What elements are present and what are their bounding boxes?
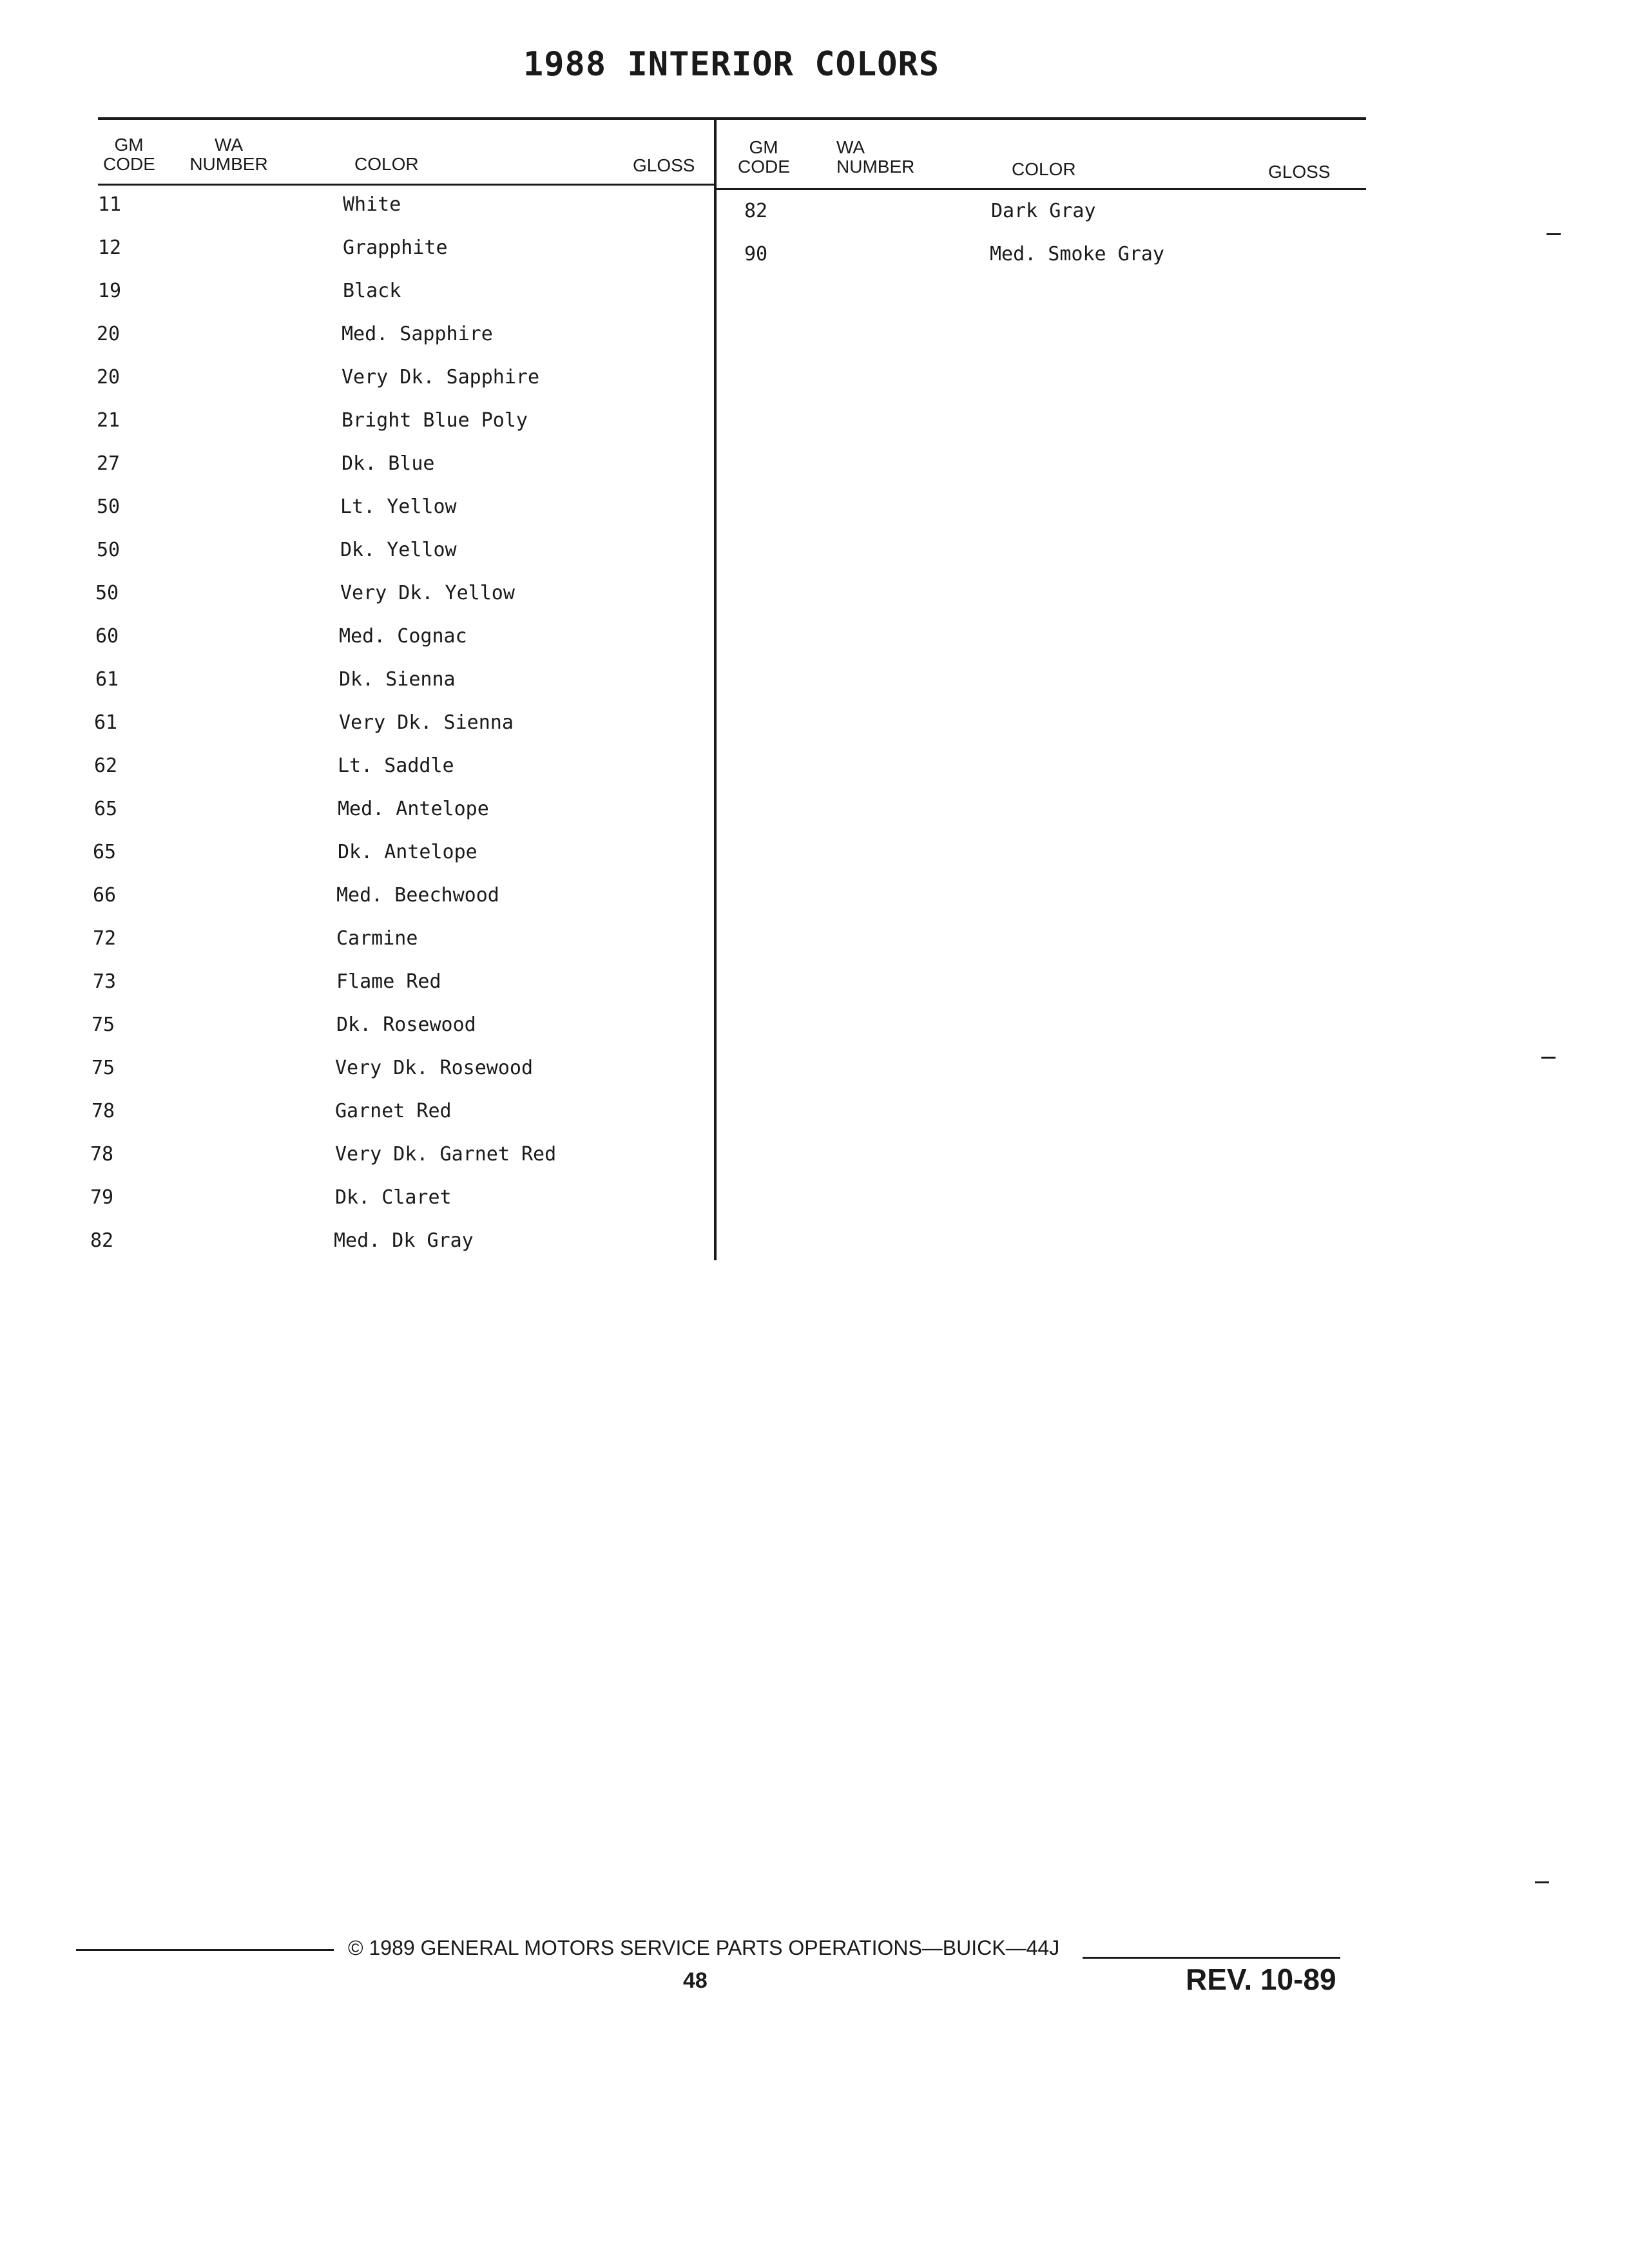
gm-code: 72 (93, 927, 117, 950)
table-row (0, 884, 1629, 923)
gm-code: 79 (90, 1186, 114, 1209)
table-row (0, 1014, 1629, 1052)
gm-code: 20 (97, 366, 120, 389)
table-row (0, 452, 1629, 491)
color-name: Lt. Saddle (338, 754, 454, 777)
table-row (0, 970, 1629, 1009)
table-row (0, 625, 1629, 664)
gm-code: 12 (98, 236, 122, 259)
color-name: Med. Sapphire (342, 323, 493, 345)
table-row (0, 841, 1629, 879)
color-name: Med. Smoke Gray (990, 243, 1164, 265)
gm-code: 11 (98, 193, 122, 216)
wa-label: WA (214, 135, 244, 155)
left-color-header: COLOR (354, 154, 419, 174)
right-header-rule (717, 188, 1366, 190)
color-name: Dk. Rosewood (336, 1014, 476, 1036)
margin-tick (1535, 1881, 1549, 1883)
gm-code: 20 (97, 323, 120, 345)
gm-code: 61 (95, 668, 119, 691)
color-name: Black (343, 280, 401, 302)
gm-label: GM (749, 137, 778, 157)
color-name: Very Dk. Rosewood (335, 1057, 534, 1079)
table-row (0, 582, 1629, 620)
table-row (0, 243, 1629, 282)
table-row (0, 539, 1629, 577)
number-label: NUMBER (836, 157, 915, 177)
gm-code: 90 (744, 243, 768, 265)
revision-label: REV. 10-89 (1186, 1963, 1336, 1996)
gm-code: 61 (94, 711, 118, 734)
color-name: Lt. Yellow (340, 495, 457, 518)
left-gm-code-header (103, 135, 155, 174)
color-name: Bright Blue Poly (342, 409, 528, 432)
gm-code: 21 (97, 409, 120, 432)
gm-code: 50 (97, 495, 120, 518)
footer-copyright: © 1989 GENERAL MOTORS SERVICE PARTS OPERATIONS—BUICK—44J (348, 1936, 1060, 1959)
gm-code: 75 (92, 1057, 115, 1079)
table-row (0, 754, 1629, 793)
gm-label: GM (114, 135, 144, 155)
left-header-rule (98, 184, 717, 186)
margin-tick (1541, 1057, 1556, 1059)
gm-code: 50 (95, 582, 119, 604)
table-row (0, 409, 1629, 448)
page-number: 48 (683, 1968, 708, 1993)
gm-code: 62 (94, 754, 118, 777)
code-label: CODE (103, 154, 155, 174)
gm-code: 78 (92, 1100, 115, 1122)
color-name: Dk. Antelope (338, 841, 477, 863)
gm-code: 73 (93, 970, 117, 993)
table-row (0, 668, 1629, 707)
gm-code: 65 (93, 841, 117, 863)
color-name: Very Dk. Sienna (339, 711, 514, 734)
margin-tick (1547, 233, 1561, 235)
left-wa-number-header (187, 135, 271, 174)
color-name: Dk. Sienna (339, 668, 456, 691)
table-row (0, 366, 1629, 405)
gm-code: 19 (98, 280, 122, 302)
table-row (0, 927, 1629, 966)
color-name: Carmine (336, 927, 418, 950)
color-name: Grapphite (343, 236, 448, 259)
color-name: White (343, 193, 401, 216)
table-row (0, 200, 1629, 238)
gm-code: 27 (97, 452, 120, 475)
gm-code: 82 (90, 1229, 114, 1252)
gm-code: 60 (95, 625, 119, 648)
gm-code: 82 (744, 200, 768, 222)
color-name: Garnet Red (335, 1100, 452, 1122)
color-name: Very Dk. Yellow (340, 582, 515, 604)
code-label: CODE (738, 157, 790, 177)
table-row (0, 1186, 1629, 1225)
gm-code: 66 (93, 884, 117, 907)
gm-code: 78 (90, 1143, 114, 1166)
footer-rule-right (1083, 1957, 1340, 1959)
color-name: Very Dk. Garnet Red (335, 1143, 557, 1166)
table-row (0, 798, 1629, 836)
wa-label: WA (836, 137, 865, 157)
table-row (0, 1100, 1629, 1139)
table-row (0, 1143, 1629, 1182)
color-name: Med. Cognac (339, 625, 467, 648)
color-name: Dk. Claret (335, 1186, 452, 1209)
page-title: 1988 INTERIOR COLORS (523, 45, 940, 84)
left-gloss-header: GLOSS (633, 155, 695, 175)
right-wa-number-header (836, 138, 914, 177)
right-gloss-header: GLOSS (1268, 162, 1331, 182)
footer-rule-left (76, 1949, 334, 1951)
table-row (0, 1057, 1629, 1095)
gm-code: 65 (94, 798, 118, 820)
number-label: NUMBER (189, 154, 268, 174)
table-row (0, 280, 1629, 318)
table-row (0, 1229, 1629, 1268)
top-rule (98, 117, 1366, 120)
color-name: Med. Antelope (338, 798, 489, 820)
color-name: Flame Red (336, 970, 441, 993)
gm-code: 50 (97, 539, 120, 561)
color-name: Med. Beechwood (336, 884, 499, 907)
right-gm-code-header (738, 138, 789, 177)
gm-code: 75 (92, 1014, 115, 1036)
table-row (0, 495, 1629, 534)
color-name: Dk. Blue (342, 452, 435, 475)
right-color-header: COLOR (1012, 159, 1076, 179)
table-row (0, 711, 1629, 750)
color-name: Med. Dk Gray (334, 1229, 474, 1252)
table-row (0, 323, 1629, 361)
color-name: Very Dk. Sapphire (342, 366, 540, 389)
color-name: Dark Gray (991, 200, 1096, 222)
color-name: Dk. Yellow (340, 539, 457, 561)
